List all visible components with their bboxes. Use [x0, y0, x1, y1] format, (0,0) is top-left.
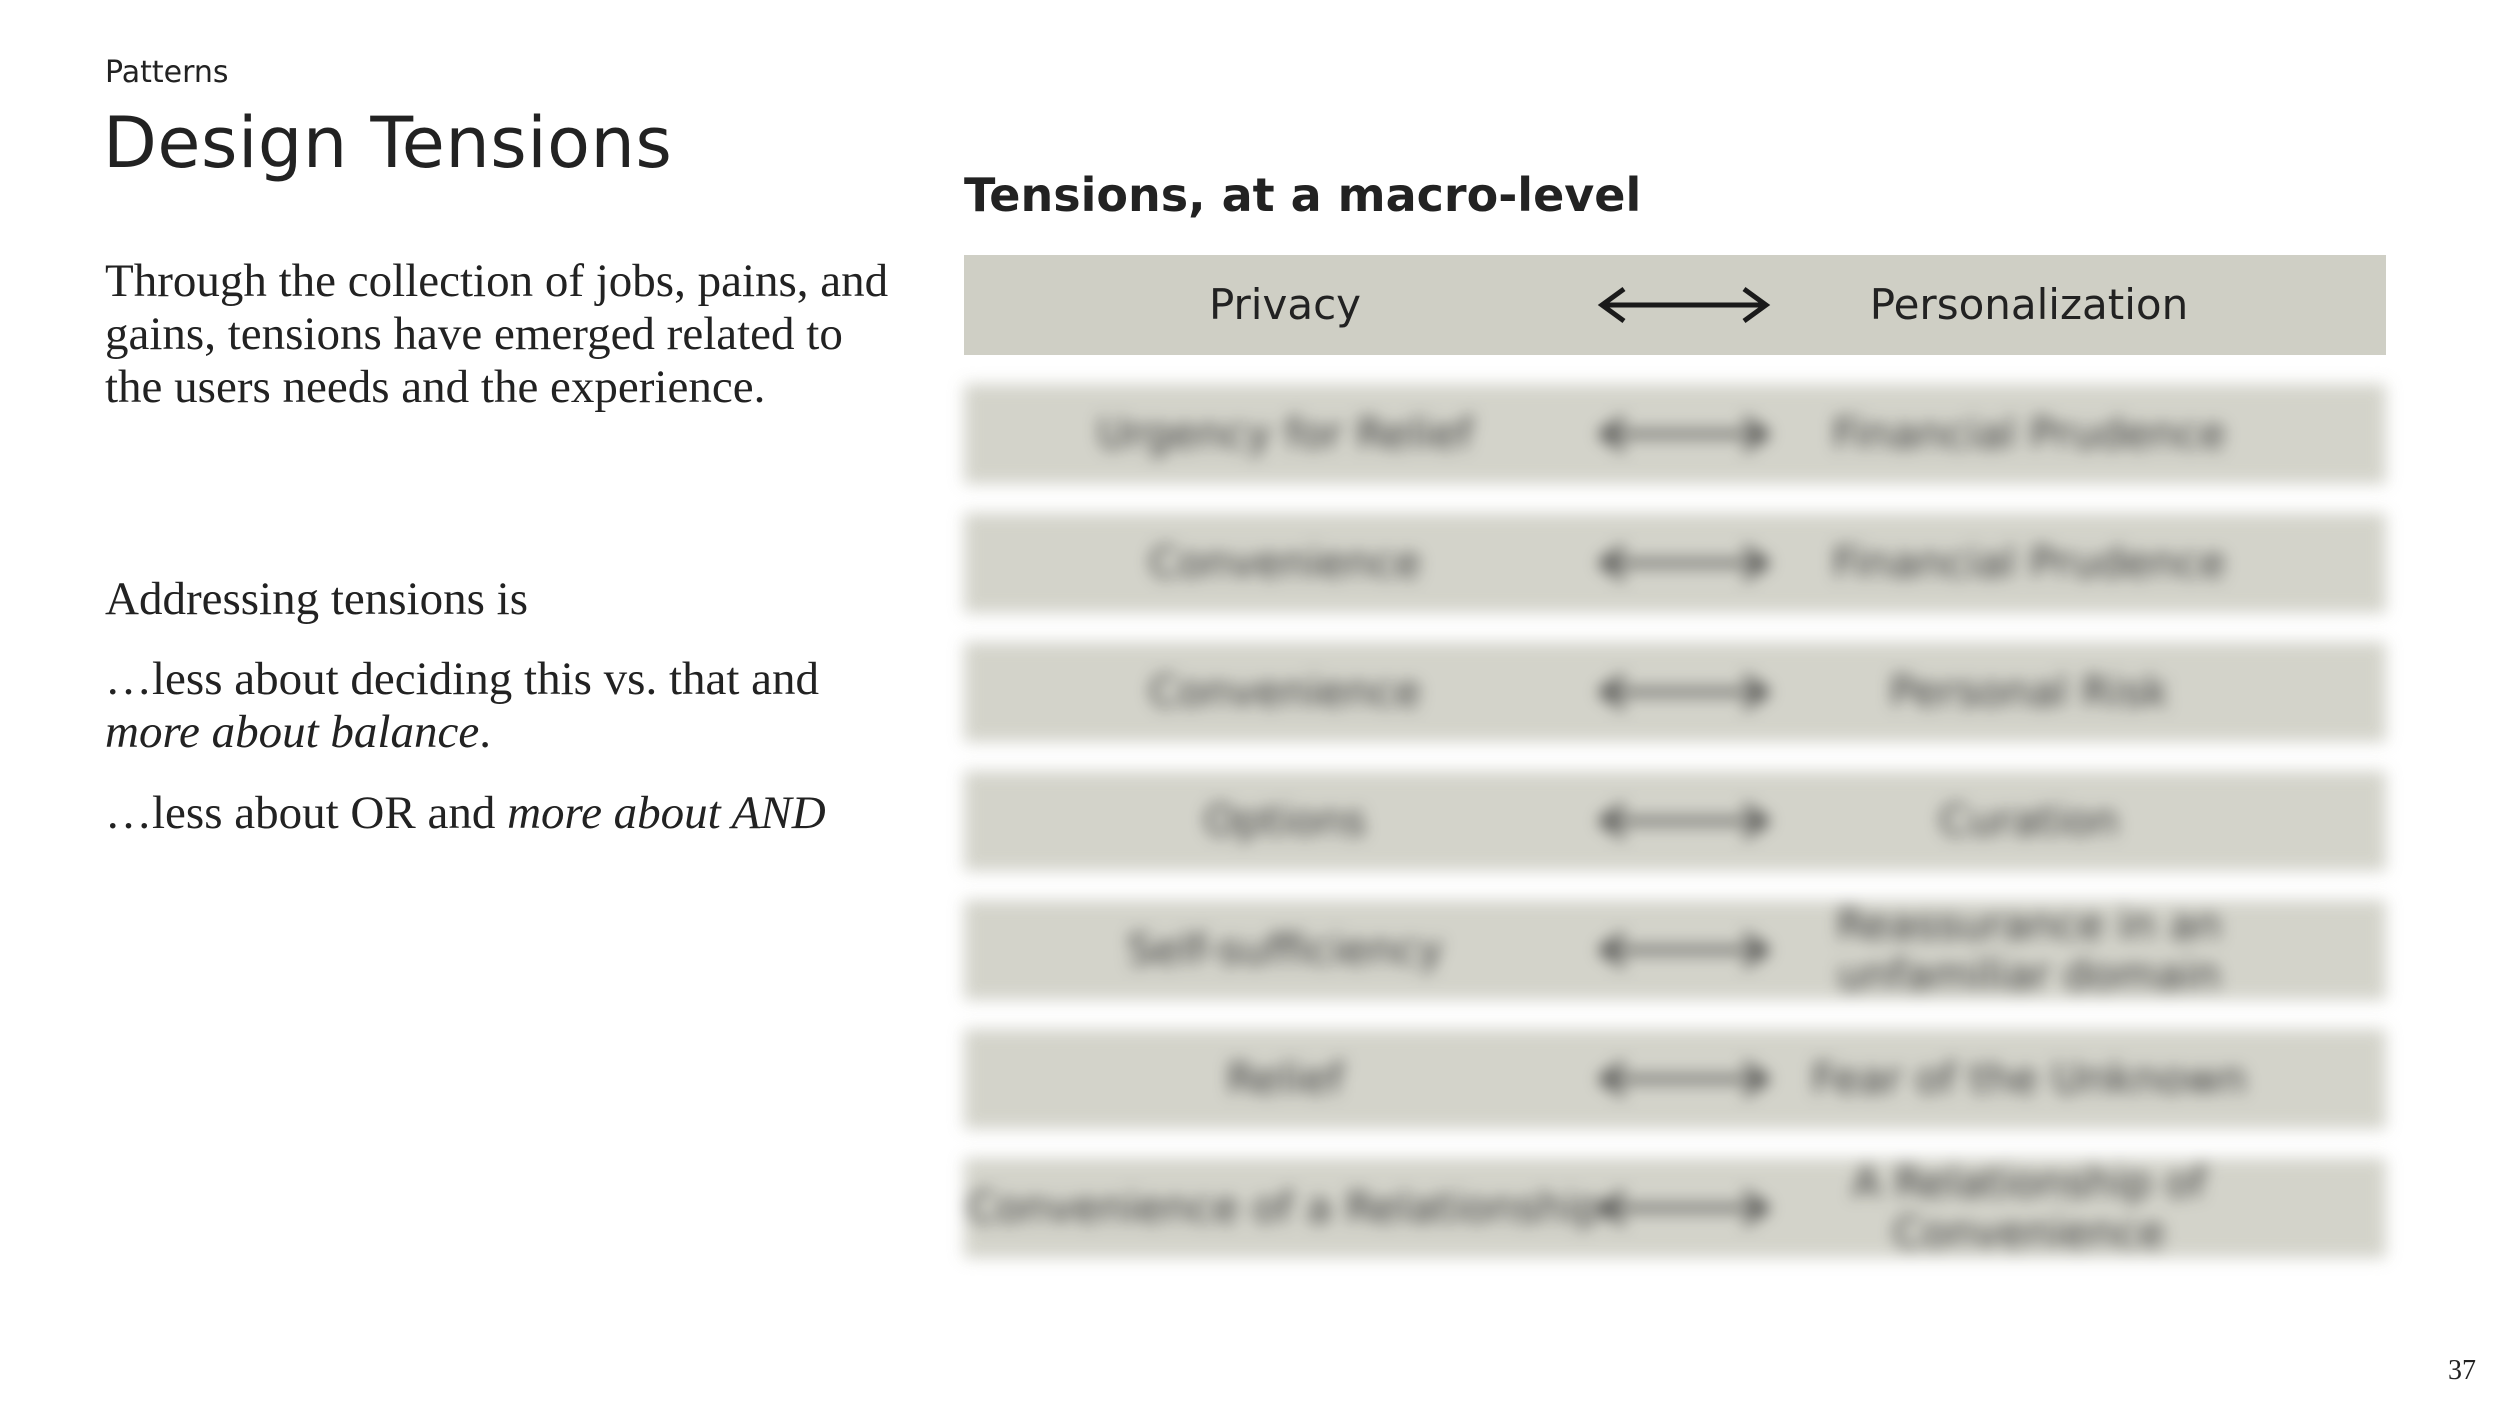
tension-right-label: Fear of the Unknown — [1811, 1054, 2247, 1103]
tension-left-label: Convenience — [1148, 667, 1421, 716]
point-balance-end: . — [479, 706, 491, 758]
tension-left-label: Relief — [1226, 1054, 1344, 1103]
double-headed-arrow-icon — [1584, 642, 1784, 742]
double-headed-arrow-icon — [1584, 900, 1784, 1000]
tension-row — [964, 513, 2386, 613]
tension-right-label: A Relationship of Convenience — [1852, 1158, 2206, 1257]
tension-left-label: Convenience of a Relationship — [966, 1183, 1604, 1232]
tension-row — [964, 1158, 2386, 1258]
tension-right-label: Personal Risk — [1889, 667, 2169, 716]
tension-row — [964, 900, 2386, 1000]
page-number: 37 — [2448, 1355, 2476, 1386]
double-headed-arrow-icon — [1584, 1029, 1784, 1129]
tension-row — [964, 771, 2386, 871]
point-and — [105, 787, 905, 840]
eyebrow-label: Patterns — [105, 55, 229, 90]
double-headed-arrow-icon — [1584, 384, 1784, 484]
tension-right-label: Curation — [1939, 796, 2119, 845]
tension-right-label: Financial Prudence — [1832, 409, 2226, 458]
intro-paragraph: Through the collection of jobs, pains, and gains, tensions have emerged related to the users needs and the experience. — [105, 255, 889, 413]
point-balance-italic: more about balance — [105, 706, 480, 758]
point-and-plain: …less about OR and — [105, 787, 508, 839]
tension-left-label: Convenience — [1148, 538, 1421, 587]
tension-row — [964, 642, 2386, 742]
double-headed-arrow-icon — [1584, 255, 1784, 355]
tension-row — [964, 255, 2386, 355]
addressing-lead: Addressing tensions is — [105, 573, 528, 625]
double-headed-arrow-icon — [1584, 771, 1784, 871]
tensions-heading: Tensions, at a macro-level — [964, 168, 1642, 222]
tension-right-label: Reassurance in an unfamiliar domain — [1836, 900, 2222, 999]
point-and-italic: more about AND — [507, 787, 826, 839]
tension-left-label: Urgency for Relief — [1097, 409, 1473, 458]
point-balance — [105, 653, 905, 759]
point-balance-plain: …less about deciding this vs. that and — [105, 653, 820, 705]
double-headed-arrow-icon — [1584, 1158, 1784, 1258]
tension-right-label: Personalization — [1869, 280, 2189, 329]
tension-right-label: Financial Prudence — [1832, 538, 2226, 587]
double-headed-arrow-icon — [1584, 513, 1784, 613]
tension-row — [964, 384, 2386, 484]
tension-left-label: Privacy — [1208, 280, 1362, 329]
tension-row — [964, 1029, 2386, 1129]
page-title: Design Tensions — [103, 102, 673, 184]
tension-left-label: Self-sufficiency — [1126, 925, 1444, 974]
tension-left-label: Options — [1203, 796, 1367, 845]
